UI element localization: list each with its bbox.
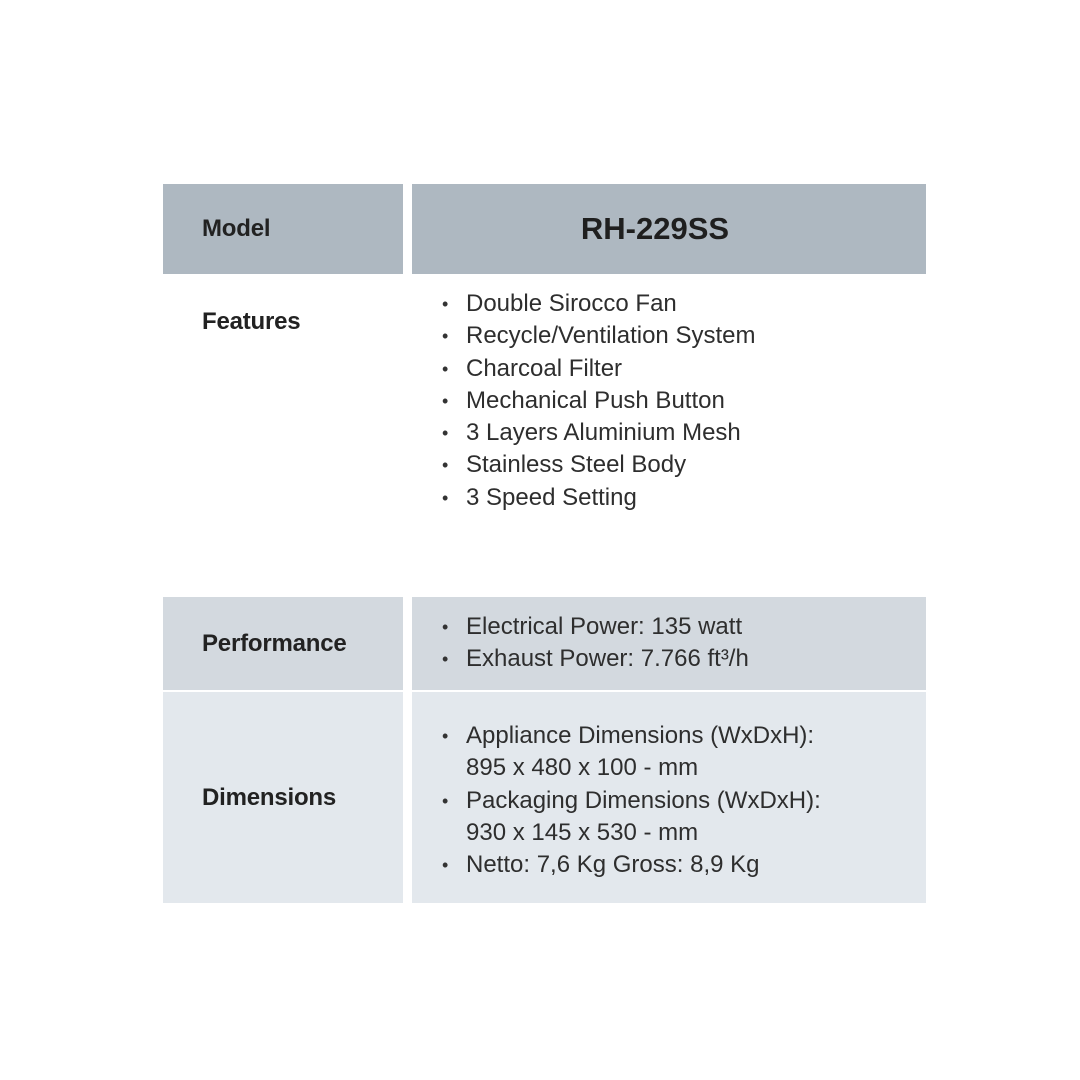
dimensions-label: Dimensions	[163, 692, 403, 903]
dimension-item-line: 930 x 145 x 530 - mm	[466, 818, 699, 846]
features-value	[412, 274, 926, 597]
dimension-item-line: • Netto: 7,6 Kg Gross: 8,9 Kg	[466, 851, 760, 879]
features-row	[163, 274, 926, 597]
performance-item: • Exhaust Power: 7.766 ft³/h	[442, 643, 926, 675]
feature-item: • Recycle/Ventilation System	[442, 320, 926, 352]
feature-item: • 3 Speed Setting	[442, 482, 926, 514]
feature-item: • Mechanical Push Button	[442, 385, 926, 417]
spec-table	[163, 184, 926, 903]
feature-item: • 3 Layers Aluminium Mesh	[442, 417, 926, 449]
performance-value	[412, 597, 926, 690]
dimensions-list	[412, 720, 926, 881]
performance-row	[163, 597, 926, 690]
model-value: RH-229SS	[412, 184, 926, 274]
dimension-item	[442, 720, 926, 785]
dimensions-row	[163, 692, 926, 903]
model-row	[163, 184, 926, 274]
dimension-item-line: 895 x 480 x 100 - mm	[466, 754, 699, 782]
feature-item: • Double Sirocco Fan	[442, 288, 926, 320]
performance-label: Performance	[163, 597, 403, 690]
feature-item: • Charcoal Filter	[442, 353, 926, 385]
dimension-item-line: • Packaging Dimensions (WxDxH):	[466, 786, 821, 814]
model-label: Model	[163, 184, 403, 274]
dimension-item-line: • Appliance Dimensions (WxDxH):	[466, 722, 815, 749]
performance-list	[412, 611, 926, 676]
feature-item: • Stainless Steel Body	[442, 449, 926, 481]
features-list	[412, 288, 926, 514]
features-label: Features	[202, 308, 301, 335]
dimension-item	[442, 785, 926, 850]
performance-item: • Electrical Power: 135 watt	[442, 611, 926, 643]
dimension-item	[442, 849, 926, 881]
dimensions-value	[412, 692, 926, 903]
